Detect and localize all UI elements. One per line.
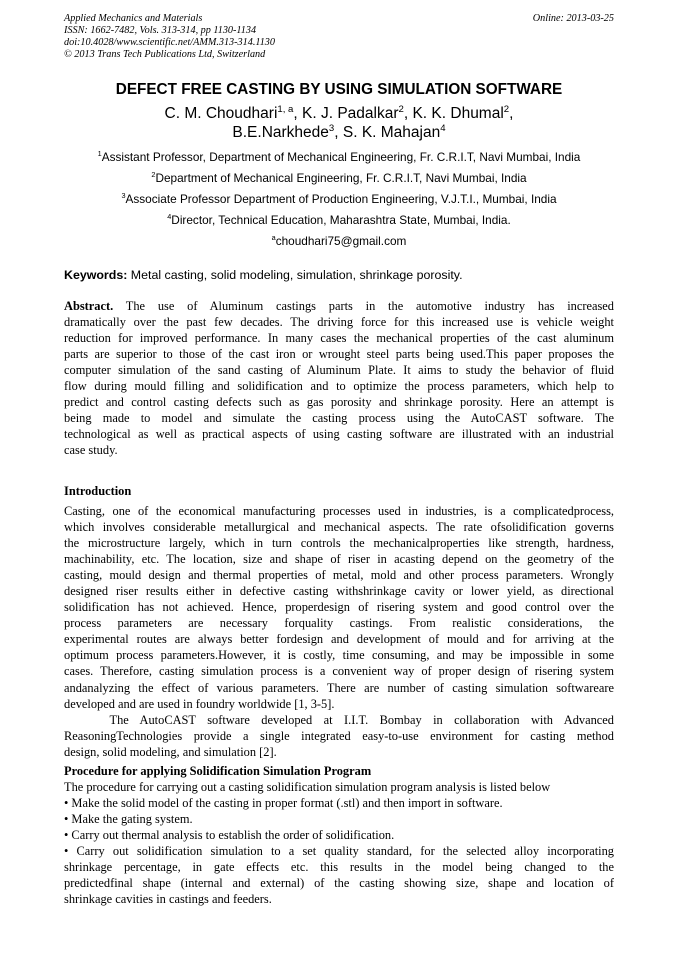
section-heading-introduction: Introduction: [64, 484, 132, 498]
abstract-line: reduction for improved performance. In many cases the mechanical properties of the cast aluminum: [64, 331, 614, 346]
intro-line: casting, mould design and thermal properties of metal, mold and other process parameters. Wrongly: [64, 568, 614, 583]
intro-line: experimental routes are always better fordesign and development of mould and for arriving at the: [64, 632, 614, 647]
affiliation-sup: 3: [121, 191, 126, 201]
keywords: [64, 267, 463, 283]
author-sup: 1, a: [277, 103, 294, 115]
journal-name: Applied Mechanics and Materials: [64, 13, 203, 24]
paper-title: DEFECT FREE CASTING BY USING SIMULATION SOFTWARE: [115, 81, 563, 98]
abstract-line: being made to model and simulate the casting process using the AutoCAST software. The: [64, 411, 614, 426]
author-sup: 2: [503, 103, 510, 115]
intro-line: cases. Therefore, casting simulation process is a convenient way of proper design of risering system: [64, 664, 614, 679]
procedure-bullet: • Carry out solidification simulation to a set quality standard, for the selected alloy incorporating: [64, 844, 614, 859]
intro-line: developed and are used in foundry worldwide [1, 3-5].: [64, 696, 335, 711]
intro-line: design, solid modeling, and simulation [2].: [64, 744, 277, 759]
affiliation: [0, 171, 678, 185]
author-separator: ,: [509, 105, 514, 122]
abstract-line: predict and control casting defects such as gas porosity and shrinkage porosity. Here an attempt is: [64, 395, 614, 410]
affiliation: [0, 213, 678, 227]
intro-line: designed riser results either in defective casting withshrinkage cavity or lower yield, as directional: [64, 584, 614, 599]
intro-line: andanalyzing the effect of various parameters. There are number of casting simulation softwareare: [64, 680, 614, 695]
abstract: [64, 298, 614, 458]
affiliation-text: Director, Technical Education, Maharashtra State, Mumbai, India.: [171, 213, 511, 227]
intro-line: optimum process parameters.However, it is costly, time consuming, and may be impossible in some: [64, 648, 614, 663]
affiliation-text: Assistant Professor, Department of Mechanical Engineering, Fr. C.R.I.T, Navi Mumbai, India: [101, 150, 581, 164]
procedure-line: shrinkage cavities in castings and feeders.: [64, 892, 272, 907]
abstract-line: The use of Aluminum castings parts in the automotive industry has increased: [113, 299, 614, 313]
abstract-label: Abstract.: [64, 299, 114, 313]
authors-line-2: [0, 124, 678, 142]
intro-line: solidification has not achieved. Hence, properdesign of risering system and good control over the: [64, 600, 614, 615]
intro-line: the microstructure largely, which in turn controls the mechanicalproperties like strength, hardness,: [64, 536, 614, 551]
copyright: © 2013 Trans Tech Publications Ltd, Switzerland: [64, 49, 266, 60]
procedure-bullet: • Make the solid model of the casting in proper format (.stl) and then import in software.: [64, 796, 503, 811]
procedure-line: The procedure for carrying out a casting solidification simulation program analysis is listed below: [64, 780, 551, 794]
affiliation-sup: 1: [97, 149, 102, 159]
procedure-line: shrinkage percentage, in gate effects etc. this results in the model being changed to the: [64, 860, 614, 875]
author-name: B.E.Narkhede: [232, 124, 329, 141]
email-text[interactable]: choudhari75@gmail.com: [275, 234, 407, 248]
procedure-bullet: • Make the gating system.: [64, 812, 193, 827]
affiliation-text: Department of Mechanical Engineering, Fr. C.R.I.T, Navi Mumbai, India: [155, 171, 527, 185]
intro-line: which involves considerable metallurgical and mechanical aspects. The rate ofsolidification governs: [64, 520, 614, 535]
intro-line: machinability, etc. The location, size and shape of riser in acasting depend on the geometry of the: [64, 552, 614, 567]
affiliation-sup: 4: [167, 212, 172, 222]
email: [0, 234, 678, 248]
section-heading-procedure: Procedure for applying Solidification Simulation Program: [64, 764, 372, 778]
procedure-body: [64, 779, 614, 907]
author-sup: 3: [328, 122, 335, 134]
abstract-line: dramatically over the past few decades. The driving force for this increased use is vehicle weight: [64, 315, 614, 330]
affiliation-sup: a: [271, 233, 276, 243]
intro-line: The AutoCAST software developed at I.I.T. Bombay in collaboration with Advanced: [64, 712, 614, 727]
abstract-line: case study.: [64, 443, 118, 458]
author-name: , K. K. Dhumal: [403, 105, 504, 122]
affiliation: [0, 192, 678, 206]
procedure-bullet: • Carry out thermal analysis to establish the order of solidification.: [64, 828, 395, 843]
intro-line: Casting, one of the economical manufacturing processes used in industries, is a complicatedprocess,: [64, 504, 614, 518]
affiliation-sup: 2: [151, 170, 156, 180]
procedure-line: predictedfinal shape (internal and external) of the casting showing size, shape and location of: [64, 876, 614, 891]
author-name: C. M. Choudhari: [164, 105, 278, 122]
author-name: , K. J. Padalkar: [293, 105, 399, 122]
doi: doi:10.4028/www.scientific.net/AMM.313-314.1130: [64, 37, 275, 48]
keywords-text: Metal casting, solid modeling, simulation, shrinkage porosity.: [127, 268, 463, 282]
abstract-line: computer simulation of the sand casting of Aluminum Plate. It aims to study the behavior of fluid: [64, 363, 614, 378]
author-sup: 4: [440, 122, 446, 134]
abstract-line: technological as well as practical aspects of using casting software are illustrated with an industrial: [64, 427, 614, 442]
authors-line-1: [0, 105, 678, 123]
affiliation: [0, 150, 678, 164]
online-date: Online: 2013-03-25: [532, 13, 614, 24]
intro-line: ReasoningTechnologies provide a single integrated easy-to-use environment for casting method: [64, 728, 614, 743]
author-sup: 2: [398, 103, 404, 115]
journal-header: [64, 13, 275, 61]
abstract-line: flow during mould filling and solidification and to optimize the process parameters, which help to: [64, 379, 614, 394]
abstract-line: parts are superior to those of the cast iron or wrought steel parts being used.This paper proposes the: [64, 347, 614, 362]
intro-line: process parameters are necessary forquality castings. From realistic considerations, the: [64, 616, 614, 631]
author-name: , S. K. Mahajan: [334, 124, 441, 141]
issn: ISSN: 1662-7482, Vols. 313-314, pp 1130-1134: [64, 25, 257, 36]
introduction-body: [64, 503, 614, 760]
affiliation-text: Associate Professor Department of Production Engineering, V.J.T.I., Mumbai, India: [125, 192, 557, 206]
keywords-label: Keywords:: [64, 268, 128, 282]
